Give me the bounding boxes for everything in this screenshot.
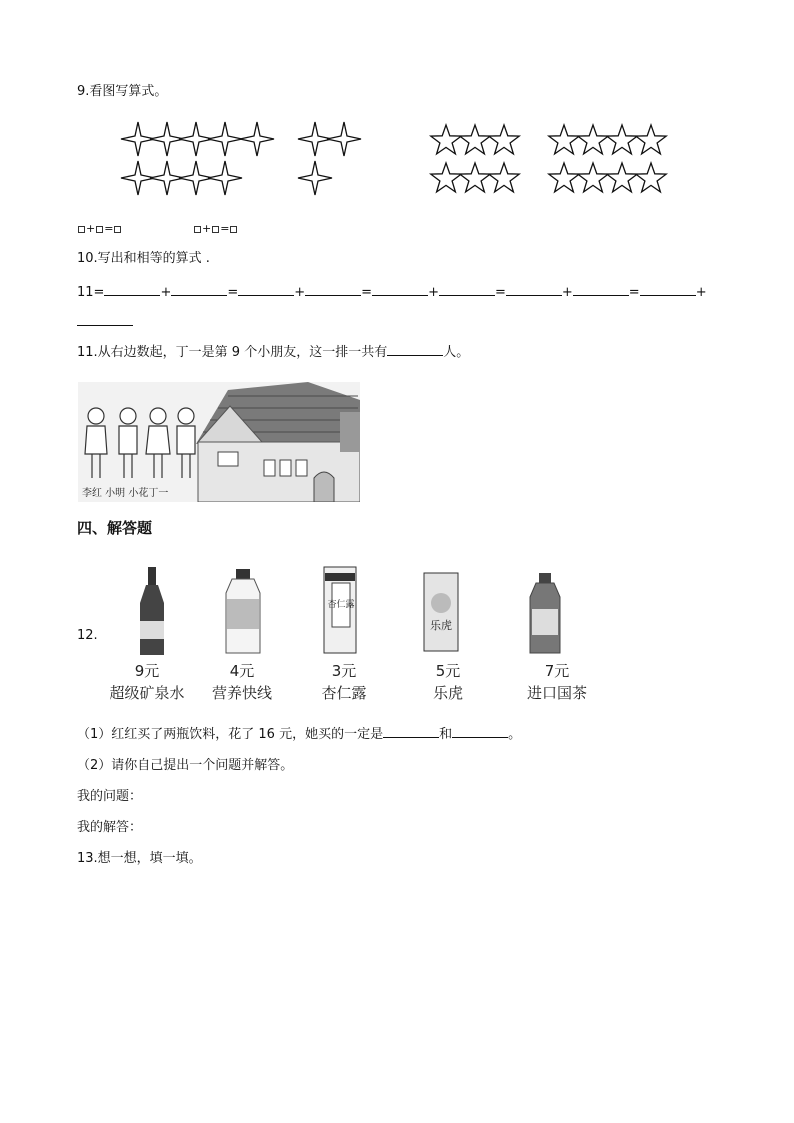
q10-title: 10.写出和相等的算式 . — [77, 251, 210, 266]
star-shape — [431, 163, 461, 192]
sparkle-shape — [208, 161, 242, 195]
q12-number: 12. — [77, 628, 98, 643]
star-shape — [460, 163, 490, 192]
answer-blank[interactable] — [372, 283, 428, 296]
answer-blank[interactable] — [640, 283, 696, 296]
q11-children-picture — [78, 382, 360, 502]
q9-expression-2: + = — [193, 220, 238, 238]
answer-blank[interactable] — [171, 283, 227, 296]
drink-3-name: 杏仁露 — [321, 684, 367, 702]
star-shape — [489, 163, 519, 192]
answer-blank[interactable] — [387, 343, 443, 356]
q12-drinks-picture — [96, 563, 596, 703]
q12-part1: （1）红红买了两瓶饮料，花了 16 元，她买的一定是 和 。 — [77, 727, 522, 742]
answer-blank[interactable] — [506, 283, 562, 296]
answer-blank[interactable] — [104, 283, 160, 296]
drink-4-name: 乐虎 — [432, 684, 464, 702]
answer-blank[interactable] — [573, 283, 629, 296]
drink-1-price: 9元 — [134, 662, 160, 680]
section-4-title: 四、解答题 — [77, 519, 153, 537]
drink-2-price: 4元 — [229, 662, 255, 680]
answer-box[interactable] — [212, 226, 219, 233]
answer-box[interactable] — [78, 226, 85, 233]
q12-part2: （2）请你自己提出一个问题并解答。 — [77, 758, 294, 773]
drink-4-price: 5元 — [435, 662, 461, 680]
drink-5-name: 进口国茶 — [526, 684, 588, 702]
q9-title: 9.看图写算式。 — [77, 84, 168, 99]
star-shape — [549, 163, 579, 192]
drink-3-price: 3元 — [331, 662, 357, 680]
star-shape — [549, 125, 579, 154]
star-shape — [636, 163, 666, 192]
sparkle-shape — [208, 122, 242, 156]
children-names: 李红 小明 小花丁一 — [82, 488, 169, 499]
my-answer-label: 我的解答： — [77, 820, 143, 835]
drink-1-name: 超级矿泉水 — [109, 684, 185, 702]
answer-box[interactable] — [114, 226, 121, 233]
star-shape — [607, 125, 637, 154]
q11-title: 11.从右边数起，丁一是第 9 个小朋友，这一排一共有 人。 — [77, 345, 470, 360]
answer-blank[interactable] — [439, 283, 495, 296]
star-shape — [578, 125, 608, 154]
star-shape — [578, 163, 608, 192]
star-shape — [431, 125, 461, 154]
drink-5-price: 7元 — [544, 662, 570, 680]
bottle-2-image — [226, 569, 260, 653]
q10-equation-continued — [77, 313, 133, 332]
can-3-image — [324, 567, 356, 653]
answer-blank[interactable] — [305, 283, 361, 296]
can-3-label: 杏仁露 — [327, 600, 355, 610]
star-shape — [489, 125, 519, 154]
drink-2-name: 营养快线 — [211, 684, 273, 702]
q10-equation-line: 11= + = + = + = + = + — [77, 285, 707, 300]
sparkle-shape — [240, 122, 274, 156]
answer-box[interactable] — [194, 226, 201, 233]
star-shape — [636, 125, 666, 154]
sparkle-shape — [298, 161, 332, 195]
my-question-label: 我的问题： — [77, 789, 143, 804]
answer-blank[interactable] — [238, 283, 294, 296]
bottle-5-image — [530, 573, 560, 653]
answer-box[interactable] — [230, 226, 237, 233]
q13-title: 13.想一想，填一填。 — [77, 851, 202, 866]
bottle-1-image — [140, 567, 164, 655]
can-4-image — [424, 573, 458, 651]
answer-blank[interactable] — [452, 725, 508, 738]
answer-box[interactable] — [96, 226, 103, 233]
star-shape — [460, 125, 490, 154]
star-shape — [607, 163, 637, 192]
sparkle-shape — [327, 122, 361, 156]
answer-blank[interactable] — [77, 313, 133, 326]
answer-blank[interactable] — [383, 725, 439, 738]
q9-expression-1: + = — [77, 220, 122, 238]
q9-figure — [120, 115, 680, 205]
can-4-label: 乐虎 — [430, 619, 452, 632]
